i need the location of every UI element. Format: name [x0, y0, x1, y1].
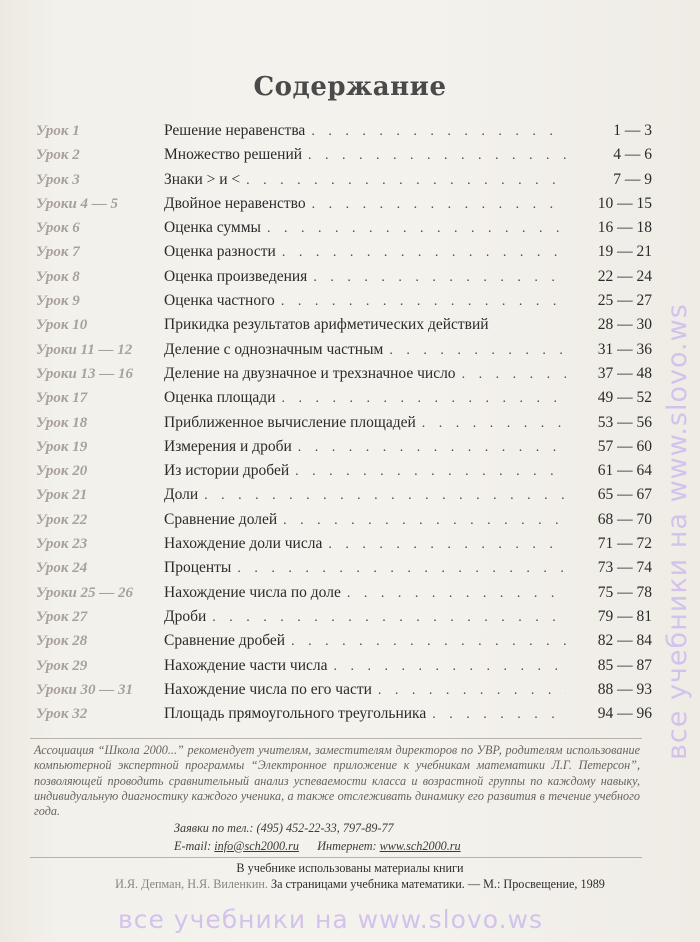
toc-topic-text: Приближенное вычисление площадей — [164, 413, 416, 431]
toc-row — [36, 192, 652, 216]
toc-page-range: 1 — 3 — [613, 122, 652, 139]
toc-row — [36, 435, 652, 459]
toc-page-range: 7 — 9 — [613, 170, 652, 188]
watermark-bottom: все учебники на www.slovo.ws — [118, 905, 543, 934]
toc-row — [36, 143, 652, 167]
toc-page-range: 19 — 21 — [597, 243, 652, 261]
credits-line-2 — [0, 876, 700, 892]
toc-topic — [164, 240, 566, 265]
toc-dot-leader — [322, 533, 566, 557]
toc-topic — [164, 605, 566, 630]
toc-lesson-label: Уроки 30 — 31 — [36, 681, 134, 698]
watermark-side: все учебники на www.slovo.ws — [662, 303, 693, 760]
toc-page-range: 16 — 18 — [597, 219, 652, 237]
toc-topic — [164, 289, 566, 314]
toc-topic — [164, 629, 566, 654]
toc-page-range: 85 — 87 — [597, 656, 652, 674]
phone-label: Заявки по тел.: — [174, 821, 254, 836]
toc-dot-leader — [383, 339, 566, 363]
internet-label: Интернет: — [317, 838, 377, 853]
toc-topic — [164, 216, 566, 241]
toc-lesson-label: Урок 21 — [36, 487, 88, 504]
toc-page-range: 57 — 60 — [597, 437, 652, 455]
toc-lesson-label: Урок 32 — [36, 706, 88, 723]
toc-row — [36, 483, 652, 507]
toc-row — [36, 629, 652, 653]
toc-dot-leader — [277, 509, 566, 533]
toc-topic — [164, 508, 566, 533]
toc-topic — [164, 459, 566, 484]
toc-topic-text: Деление с однозначным частным — [164, 340, 384, 358]
toc-dot-leader — [306, 193, 566, 217]
toc-topic-text: Проценты — [164, 559, 232, 577]
toc-lesson-label: Урок 23 — [36, 536, 88, 553]
toc-topic-text: Оценка суммы — [164, 219, 261, 237]
toc-dot-leader — [305, 120, 566, 144]
notice-text: Ассоциация “Школа 2000...” рекомендует учителям, заместителям директоров по УВР, родителям использование компьютерной экспертной программы “Электронное приложение к учебникам математики Л.Г. Петерсон”, позволяющей проводить сравнительный анализ успеваемости класса и возрастной группы по каждому навыку, индивидуальную диагностику каждого ученика, а также отслеживать динамику его развития в течение учебного года. — [34, 743, 640, 819]
toc-topic — [164, 362, 566, 387]
notice-box — [30, 738, 642, 858]
table-of-contents — [36, 119, 652, 726]
toc-row — [36, 532, 652, 556]
toc-lesson-label: Урок 7 — [36, 244, 80, 261]
toc-dot-leader — [416, 412, 566, 436]
toc-lesson-label: Урок 28 — [36, 633, 88, 650]
toc-topic-text: Решение неравенства — [164, 122, 306, 139]
toc-row — [36, 459, 652, 483]
toc-topic-text: Двойное неравенство — [164, 194, 306, 212]
toc-topic — [164, 338, 566, 363]
notice-links-line — [34, 839, 640, 854]
toc-lesson-label: Урок 10 — [36, 317, 88, 334]
toc-dot-leader — [198, 484, 566, 508]
toc-topic-text: Нахождение числа по доле — [164, 583, 341, 601]
toc-dot-leader — [456, 363, 566, 387]
toc-lesson-label: Урок 1 — [36, 123, 80, 139]
toc-dot-leader — [275, 290, 566, 314]
toc-topic — [164, 192, 566, 217]
toc-row — [36, 216, 652, 240]
toc-row — [36, 556, 652, 580]
phone-value: (495) 452-22-33, 797-89-77 — [256, 821, 394, 836]
toc-topic-text: Нахождение числа по его части — [164, 680, 372, 698]
toc-row — [36, 240, 652, 264]
toc-topic-text: Множество решений — [164, 146, 303, 164]
toc-topic — [164, 119, 566, 144]
toc-page-range: 22 — 24 — [597, 267, 652, 285]
toc-row — [36, 605, 652, 629]
email-link[interactable]: info@sch2000.ru — [214, 838, 299, 853]
toc-dot-leader — [426, 703, 566, 727]
toc-dot-leader — [307, 266, 566, 290]
toc-dot-leader — [261, 217, 566, 241]
toc-page-range: 79 — 81 — [597, 607, 652, 625]
toc-lesson-label: Уроки 11 — 12 — [36, 341, 133, 358]
toc-topic — [164, 654, 566, 679]
toc-dot-leader — [240, 169, 566, 193]
toc-row — [36, 289, 652, 313]
toc-dot-leader — [276, 241, 566, 265]
toc-lesson-label: Урок 27 — [36, 608, 88, 625]
toc-dot-leader — [285, 630, 566, 654]
toc-row — [36, 508, 652, 532]
toc-page-range: 31 — 36 — [597, 340, 652, 358]
email-label: E-mail: — [174, 838, 212, 853]
toc-page-range: 75 — 78 — [597, 583, 652, 601]
toc-row — [36, 313, 652, 337]
toc-lesson-label: Уроки 4 — 5 — [36, 195, 119, 212]
toc-page-range: 71 — 72 — [597, 535, 652, 553]
toc-dot-leader — [231, 557, 566, 581]
toc-dot-leader — [341, 582, 566, 606]
toc-topic — [164, 386, 566, 411]
toc-lesson-label: Урок 9 — [36, 293, 80, 310]
toc-dot-leader — [206, 606, 566, 630]
credits-book: За страницами учебника математики. — М.: Просвещение, 1989 — [271, 877, 605, 891]
toc-page-range: 53 — 56 — [597, 413, 652, 431]
toc-topic — [164, 313, 566, 337]
toc-row — [36, 338, 652, 362]
source-credits — [0, 860, 700, 892]
toc-page-range: 4 — 6 — [613, 146, 652, 164]
toc-dot-leader — [292, 436, 566, 460]
toc-topic-text: Сравнение дробей — [164, 632, 286, 650]
toc-row — [36, 702, 652, 726]
toc-row — [36, 168, 652, 192]
toc-lesson-label: Урок 17 — [36, 390, 88, 407]
toc-topic — [164, 678, 566, 703]
toc-lesson-label: Урок 2 — [36, 147, 80, 164]
toc-topic-text: Дроби — [164, 607, 207, 625]
toc-lesson-label: Урок 24 — [36, 560, 88, 577]
toc-lesson-label: Уроки 13 — 16 — [36, 365, 134, 382]
toc-page-range: 68 — 70 — [597, 510, 652, 528]
toc-topic-text: Сравнение долей — [164, 510, 278, 528]
toc-lesson-label: Урок 22 — [36, 511, 88, 528]
toc-page-range: 82 — 84 — [597, 632, 652, 650]
toc-page-range: 73 — 74 — [597, 559, 652, 577]
toc-topic-text: Оценка произведения — [164, 267, 308, 285]
notice-phone-line — [34, 821, 640, 836]
toc-page-range: 28 — 30 — [597, 316, 652, 334]
toc-lesson-label: Урок 8 — [36, 268, 80, 285]
toc-row — [36, 119, 652, 143]
toc-topic — [164, 483, 566, 508]
credits-line-1: В учебнике использованы материалы книги — [236, 861, 464, 875]
toc-lesson-label: Урок 20 — [36, 463, 88, 480]
toc-page-range: 65 — 67 — [597, 486, 652, 504]
credits-authors: И.Я. Депман, Н.Я. Виленкин. — [115, 877, 268, 891]
toc-page-range: 88 — 93 — [597, 680, 652, 698]
toc-topic-text: Оценка частного — [164, 292, 275, 310]
toc-dot-leader — [372, 679, 566, 703]
toc-page-range: 10 — 15 — [597, 194, 652, 212]
toc-topic-text: Нахождение части числа — [164, 656, 328, 674]
toc-topic — [164, 581, 566, 606]
toc-topic — [164, 168, 566, 193]
toc-topic — [164, 556, 566, 581]
toc-row — [36, 386, 652, 410]
toc-row — [36, 411, 652, 435]
toc-row — [36, 362, 652, 386]
toc-row — [36, 654, 652, 678]
toc-lesson-label: Урок 19 — [36, 438, 88, 455]
toc-topic — [164, 411, 566, 436]
toc-topic-text: Деление на двузначное и трехзначное число — [164, 364, 456, 382]
toc-page-range: 25 — 27 — [597, 292, 652, 310]
toc-row — [36, 265, 652, 289]
toc-page-range: 61 — 64 — [597, 462, 652, 480]
toc-row — [36, 581, 652, 605]
toc-lesson-label: Урок 6 — [36, 220, 80, 237]
toc-topic — [164, 532, 566, 557]
page-title: Содержание — [253, 72, 447, 102]
toc-lesson-label: Уроки 25 — 26 — [36, 584, 134, 601]
toc-dot-leader — [302, 144, 566, 168]
toc-topic-text: Измерения и дроби — [164, 437, 292, 455]
toc-topic-text: Из истории дробей — [164, 462, 290, 480]
toc-dot-leader — [276, 387, 567, 411]
toc-topic — [164, 143, 566, 168]
toc-page-range: 94 — 96 — [597, 705, 652, 723]
toc-lesson-label: Урок 3 — [36, 171, 80, 188]
toc-lesson-label: Урок 18 — [36, 414, 88, 431]
toc-page-range: 49 — 52 — [597, 389, 652, 407]
toc-dot-leader — [328, 655, 567, 679]
toc-topic — [164, 702, 566, 727]
toc-dot-leader — [289, 460, 566, 484]
toc-topic-text: Оценка разности — [164, 243, 276, 261]
toc-lesson-label: Урок 29 — [36, 657, 88, 674]
toc-topic — [164, 435, 566, 460]
toc-topic-text: Прикидка результатов арифметических действий — [164, 316, 489, 334]
toc-topic-text: Знаки > и < — [164, 170, 241, 188]
toc-row — [36, 678, 652, 702]
toc-page-range: 37 — 48 — [597, 364, 652, 382]
toc-topic — [164, 265, 566, 290]
toc-topic-text: Доли — [164, 486, 199, 504]
toc-topic-text: Нахождение доли числа — [164, 535, 323, 553]
toc-topic-text: Площадь прямоугольного треугольника — [164, 705, 427, 723]
toc-topic-text: Оценка площади — [164, 389, 276, 407]
website-link[interactable]: www.sch2000.ru — [379, 838, 461, 853]
